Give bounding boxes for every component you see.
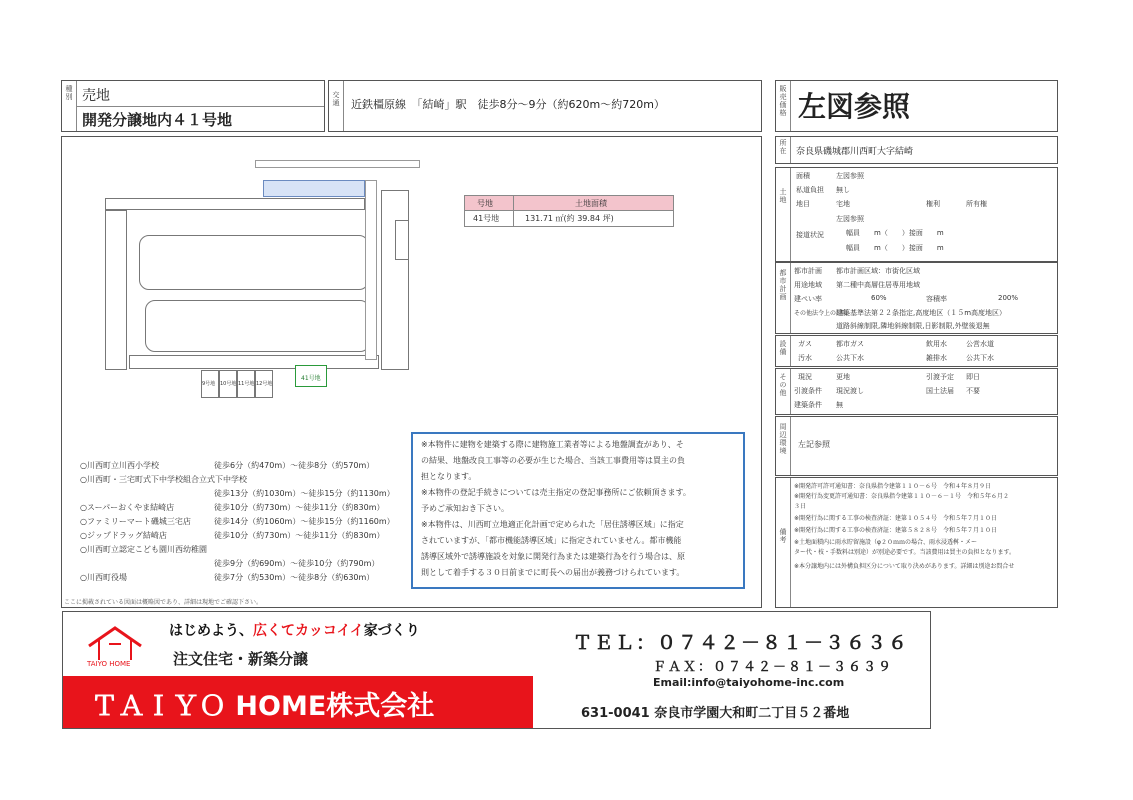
facility-name: ○川西町立川西小学校 bbox=[80, 461, 159, 470]
remark-line: ※開発行為に関する工事の検査済証：建第５８２８号 令和５年７月１０日 bbox=[794, 527, 998, 534]
lot-label-41: 41号地 bbox=[301, 375, 321, 382]
transport-box bbox=[328, 80, 762, 132]
city-value: 道路斜線制限,隣地斜線制限,日影制限,外壁後退無 bbox=[836, 322, 990, 330]
notice-line: 則として着手する３０日前までに町長への届出が義務づけられています。 bbox=[421, 568, 685, 577]
table-cell-area: 131.71 ㎡(約 39.84 坪) bbox=[525, 214, 614, 223]
logo bbox=[85, 622, 145, 672]
facility-value: 公営水道 bbox=[966, 340, 994, 348]
slogan-part-c: 家づくり bbox=[363, 623, 420, 639]
remark-line: ※土地面積内に雨水貯留施設（φ２０ｍｍの場合、雨水浸透桝・メー bbox=[794, 539, 977, 546]
facility-name: ○川西町立認定こども園川西幼稚園 bbox=[80, 545, 207, 554]
lot-label-12: 12号地 bbox=[256, 381, 273, 387]
facility-name: ○ジップドラッグ結崎店 bbox=[80, 531, 167, 540]
lot-label-10: 10号地 bbox=[220, 381, 237, 387]
tel[interactable]: ＴＥＬ：０７４２－８１－３６３６ bbox=[573, 632, 910, 654]
remark-line: ※本分譲地内には外構負担区分について取り決めがあります。詳細は別途お問合せ bbox=[794, 563, 1015, 570]
remarks bbox=[775, 477, 1058, 608]
slogan bbox=[169, 620, 420, 640]
surroundings bbox=[775, 416, 1058, 476]
notice-line: 誘導区域外で誘導施設を対象に開発行為または建築行為を行う場合は、原 bbox=[421, 552, 685, 561]
other-label: 引渡予定 bbox=[926, 373, 954, 381]
city-section-label: 都市計画 bbox=[779, 269, 787, 301]
land-details bbox=[775, 167, 1058, 262]
notice-line: 予めご承知おき下さい。 bbox=[421, 504, 509, 513]
remark-line: ※開発行為変更許可通知書：奈良県指令建第１１０－６－１号 令和５年６月２ bbox=[794, 493, 1010, 500]
facility-name: ○川西町・三宅町式下中学校組合立式下中学校 bbox=[80, 475, 247, 484]
land-label: 権利 bbox=[926, 200, 940, 208]
footer-banner bbox=[62, 611, 931, 729]
other-label: 建築条件 bbox=[794, 401, 822, 409]
footnote: ここに掲載されている図面は概略図であり、詳細は現地でご確認下さい。 bbox=[64, 599, 263, 606]
land-value: 宅地 bbox=[836, 200, 850, 208]
price-value: 左図参照 bbox=[798, 90, 911, 123]
road-row: 幅員 m（ ）接面 m bbox=[846, 244, 944, 252]
road-row: 幅員 m（ ）接面 m bbox=[846, 229, 944, 237]
facility-dist: 徒歩6分（約470m）～徒歩8分（約570m） bbox=[214, 461, 375, 470]
services: 注文住宅・新築分譲 bbox=[173, 650, 309, 668]
facility-label: 雑排水 bbox=[926, 354, 947, 362]
slogan-part-a: はじめよう、 bbox=[169, 623, 253, 639]
city-label: 都市計画 bbox=[794, 267, 822, 275]
location-label: 所在 bbox=[779, 139, 787, 155]
land-label: 私道負担 bbox=[796, 186, 824, 194]
city-value: 都市計画区域：市街化区域 bbox=[836, 267, 920, 275]
facility-dist: 徒歩10分（約730m）～徒歩11分（約830m） bbox=[214, 503, 385, 512]
city-label: 用途地域 bbox=[794, 281, 822, 289]
facility-dist: 徒歩13分（約1030m）～徒歩15分（約1130m） bbox=[214, 489, 395, 498]
company-banner bbox=[63, 676, 533, 728]
land-value: 無し bbox=[836, 186, 850, 194]
land-label: 面積 bbox=[796, 172, 810, 180]
remark-line: ※開発行為に関する工事の検査済証：建第１０５４号 令和５年７月１０日 bbox=[794, 515, 998, 522]
other-value: 無 bbox=[836, 401, 843, 409]
road-caption: 左図参照 bbox=[836, 215, 864, 223]
surroundings-label: 周辺環境 bbox=[779, 423, 787, 455]
address: 631-0041 奈良市学園大和町二丁目５２番地 bbox=[581, 706, 850, 721]
land-area-table bbox=[464, 195, 674, 227]
facility-name: ○川西町役場 bbox=[80, 573, 127, 582]
logo-text: TAIYO HOME bbox=[87, 660, 131, 668]
remark-line: ター代・枝・手数料は別途）が別途必要です。当該費用は買主の負担となります。 bbox=[794, 549, 1016, 556]
house-logo-icon bbox=[85, 622, 145, 662]
table-header-area: 土地面積 bbox=[575, 199, 607, 208]
location-value: 奈良県磯城郡川西町大字結崎 bbox=[796, 147, 914, 157]
surroundings-value: 左記参照 bbox=[798, 440, 830, 449]
price-box bbox=[775, 80, 1058, 132]
facility-name: ○ファミリーマート磯城三宅店 bbox=[80, 517, 191, 526]
type-value: 売地 bbox=[82, 88, 110, 104]
city-label: 容積率 bbox=[926, 295, 947, 303]
city-value: 200% bbox=[998, 294, 1019, 302]
land-section-label: 土地 bbox=[779, 188, 787, 204]
remark-line: ※開発許可許可通知書：奈良県指令建第１１０－６号 令和４年８月９日 bbox=[794, 483, 992, 490]
other-value: 不要 bbox=[966, 387, 980, 395]
notice-line: ※本物件は、川西町立地適正化計画で定められた「居住誘導区域」に指定 bbox=[421, 520, 684, 529]
transport-value: 近鉄橿原線 「結崎」駅 徒歩8分～9分（約620m～約720m） bbox=[351, 98, 665, 111]
facility-value: 公共下水 bbox=[836, 354, 864, 362]
facility-label: ガス bbox=[798, 340, 812, 348]
remark-line: ３日 bbox=[794, 503, 807, 510]
other-value: 現況渡し bbox=[836, 387, 864, 395]
notice-line: 担となります。 bbox=[421, 472, 477, 481]
other-section-label: その他 bbox=[779, 373, 787, 397]
road-label: 接道状況 bbox=[796, 231, 824, 239]
other-details bbox=[775, 368, 1058, 415]
other-label: 国土法届 bbox=[926, 387, 954, 395]
notice-line: の結果、地盤改良工事等の必要が生じた場合、当該工事費用等は買主の負 bbox=[421, 456, 685, 465]
slogan-part-b: 広くてカッコイイ bbox=[253, 623, 364, 639]
facility-dist: 徒歩14分（約1060m）～徒歩15分（約1160m） bbox=[214, 517, 395, 526]
land-label: 地目 bbox=[796, 200, 810, 208]
facilities bbox=[775, 335, 1058, 367]
other-value: 更地 bbox=[836, 373, 850, 381]
other-label: 現況 bbox=[798, 373, 812, 381]
notice-line: ※本物件の登記手続きについては売主指定の登記事務所にご依頼頂きます。 bbox=[421, 488, 691, 497]
notice-box bbox=[411, 432, 745, 589]
city-planning bbox=[775, 262, 1058, 334]
facility-label: 飲用水 bbox=[926, 340, 947, 348]
type-label: 種別 bbox=[65, 85, 73, 101]
land-value: 左図参照 bbox=[836, 172, 864, 180]
transport-label: 交通 bbox=[332, 91, 340, 107]
facility-value: 公共下水 bbox=[966, 354, 994, 362]
land-value: 所有権 bbox=[966, 200, 987, 208]
city-value: 建築基準法第２２条指定,高度地区（１５m高度地区） bbox=[836, 309, 1007, 317]
notice-line: ※本物件に建物を建築する際に建物施工業者等による地盤調査があり、そ bbox=[421, 440, 684, 449]
company-name: ＴＡＩＹＯ HOME株式会社 bbox=[91, 691, 435, 722]
facility-name: ○スーパーおくやま結崎店 bbox=[80, 503, 175, 512]
city-label: その他法令上の制限 bbox=[794, 310, 849, 317]
remarks-label: 備考 bbox=[779, 528, 787, 544]
table-cell-lot: 41号地 bbox=[473, 214, 500, 223]
facility-dist: 徒歩7分（約530m）～徒歩8分（約630m） bbox=[214, 573, 375, 582]
city-label: 建ぺい率 bbox=[794, 295, 822, 303]
lot-label-9: 9号地 bbox=[202, 381, 216, 387]
notice-line: されていますが、「都市機能誘導区域」に指定されていません。都市機能 bbox=[421, 536, 682, 545]
other-value: 即日 bbox=[966, 373, 980, 381]
location-box bbox=[775, 136, 1058, 164]
facility-value: 都市ガス bbox=[836, 340, 864, 348]
price-label: 販売価格 bbox=[779, 85, 787, 117]
table-header-lot: 号地 bbox=[477, 199, 493, 208]
type-box bbox=[61, 80, 325, 132]
property-name: 開発分譲地内４１号地 bbox=[82, 111, 233, 129]
facility-dist: 徒歩10分（約730m）～徒歩11分（約830m） bbox=[214, 531, 385, 540]
email[interactable]: Email:info@taiyohome-inc.com bbox=[653, 676, 845, 689]
facility-section-label: 設備 bbox=[779, 340, 787, 356]
other-label: 引渡条件 bbox=[794, 387, 822, 395]
site-map bbox=[95, 160, 440, 410]
facility-dist: 徒歩9分（約690m）～徒歩10分（約790m） bbox=[214, 559, 380, 568]
city-value: 60% bbox=[871, 294, 887, 302]
fax: ＦＡＸ：０７４２－８１－３６３９ bbox=[653, 660, 894, 675]
facility-label: 汚水 bbox=[798, 354, 812, 362]
lot-label-11: 11号地 bbox=[238, 381, 255, 387]
city-value: 第二種中高層住居専用地域 bbox=[836, 281, 920, 289]
